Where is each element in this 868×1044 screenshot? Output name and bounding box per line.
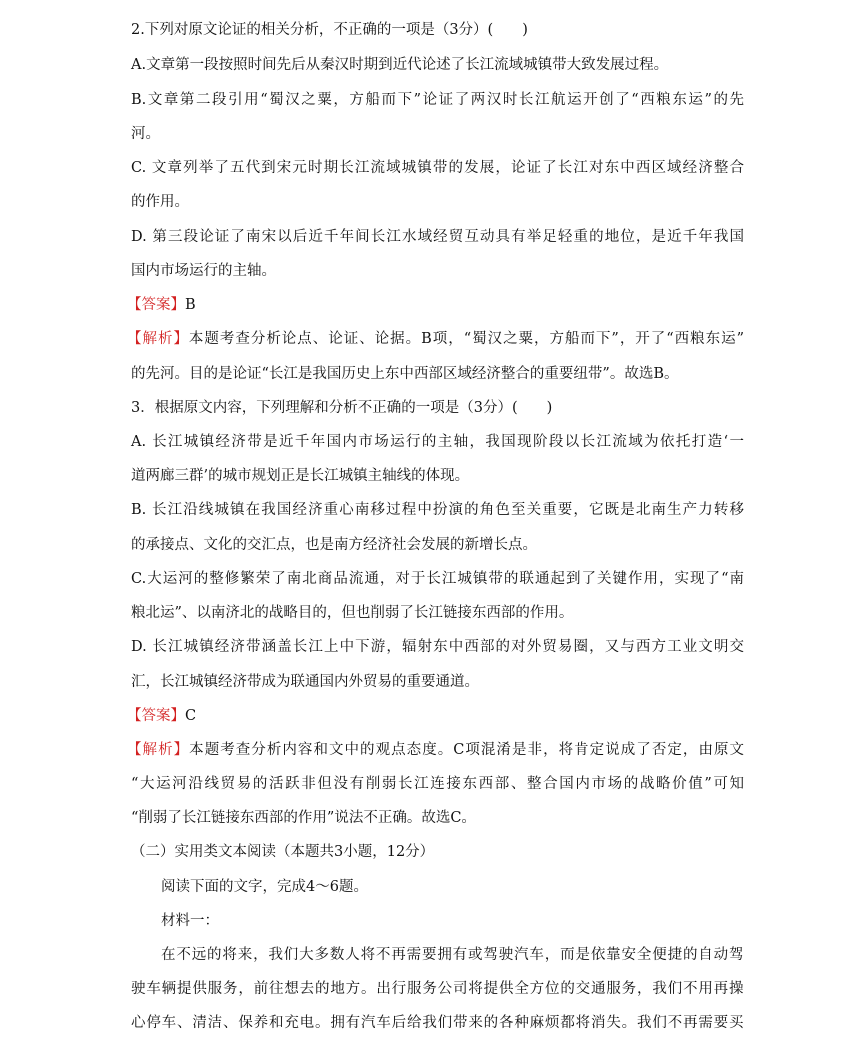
q2-answer	[127, 295, 744, 315]
analysis-tag: 【解析】	[127, 742, 190, 758]
material-paragraph-line2: 驶车辆提供服务，前往想去的地方。出行服务公司将提供全方位的交通服务，我们不用再操	[131, 981, 744, 997]
q3-option-c-line2: 粮北运”、以南济北的战略目的，但也削弱了长江链接东西部的作用。	[131, 605, 574, 621]
q2-analysis-line1	[127, 329, 744, 349]
section-instruction: 阅读下面的文字，完成4～6题。	[161, 879, 368, 895]
q3-analysis-line1	[127, 740, 744, 760]
section-title: （二）实用类文本阅读（本题共3小题，12分）	[131, 844, 435, 860]
q3-option-a-line2: 道两廊三群’的城市规划正是长江城镇主轴线的体现。	[131, 468, 470, 484]
q3-analysis-line2: “大运河沿线贸易的活跃非但没有削弱长江连接东西部、整合国内市场的战略价值”可知	[131, 776, 744, 792]
answer-value: B	[185, 297, 196, 313]
analysis-text: 本题考查分析内容和文中的观点态度。C项混淆是非，将肯定说成了否定，由原文	[189, 742, 745, 758]
q2-option-b-line1: B.文章第二段引用“蜀汉之粟，方船而下”论证了两汉时长江航运开创了“西粮东运”的先	[131, 92, 744, 108]
q3-option-b-line1: B. 长江沿线城镇在我国经济重心南移过程中扮演的角色至关重要，它既是北南生产力转移	[131, 502, 744, 518]
q2-option-c-line1: C. 文章列举了五代到宋元时期长江流域城镇带的发展，论证了长江对东中西区域经济整合	[131, 160, 744, 176]
analysis-text: 本题考查分析论点、论证、论据。B项，“蜀汉之粟，方船而下”，开了“西粮东运”	[188, 331, 744, 347]
q3-option-a-line1: A. 长江城镇经济带是近千年国内市场运行的主轴，我国现阶段以长江流域为依托打造‘一	[131, 434, 744, 450]
q2-option-a: A.文章第一段按照时间先后从秦汉时期到近代论述了长江流域城镇带大致发展过程。	[131, 57, 669, 73]
q3-option-b-line2: 的承接点、文化的交汇点，也是南方经济社会发展的新增长点。	[131, 537, 537, 553]
q2-analysis-line2: 的先河。目的是论证“长江是我国历史上东中西部区域经济整合的重要纽带”。故选B。	[131, 366, 679, 382]
answer-tag: 【答案】	[127, 297, 185, 313]
q3-option-d-line2: 汇，长江城镇经济带成为联通国内外贸易的重要通道。	[131, 674, 479, 690]
q3-answer	[127, 706, 744, 726]
q2-option-d-line2: 国内市场运行的主轴。	[131, 263, 276, 279]
analysis-tag: 【解析】	[127, 331, 189, 347]
material-label: 材料一：	[161, 913, 219, 929]
q2-option-b-line2: 河。	[131, 126, 160, 142]
answer-tag: 【答案】	[127, 708, 185, 724]
q2-option-c-line2: 的作用。	[131, 194, 189, 210]
answer-value: C	[185, 708, 197, 724]
material-paragraph-line3: 心停车、清洁、保养和充电。拥有汽车后给我们带来的各种麻烦都将消失。我们不再需要买	[131, 1015, 744, 1031]
q2-stem: 2.下列对原文论证的相关分析，不正确的一项是（3分）( )	[131, 22, 528, 38]
q2-option-d-line1: D. 第三段论证了南宋以后近千年间长江水域经贸互动具有举足轻重的地位，是近千年我国	[131, 229, 744, 245]
q3-analysis-line3: “削弱了长江链接东西部的作用”说法不正确。故选C。	[131, 810, 476, 826]
q3-stem: 3．根据原文内容，下列理解和分析不正确的一项是（3分）( )	[131, 400, 553, 416]
q3-option-c-line1: C.大运河的整修繁荣了南北商品流通，对于长江城镇带的联通起到了关键作用，实现了“南	[131, 571, 744, 587]
material-paragraph-line1: 在不远的将来，我们大多数人将不再需要拥有或驾驶汽车，而是依靠安全便捷的自动驾	[161, 947, 744, 963]
q3-option-d-line1: D. 长江城镇经济带涵盖长江上中下游，辐射东中西部的对外贸易圈，又与西方工业文明交	[131, 639, 744, 655]
